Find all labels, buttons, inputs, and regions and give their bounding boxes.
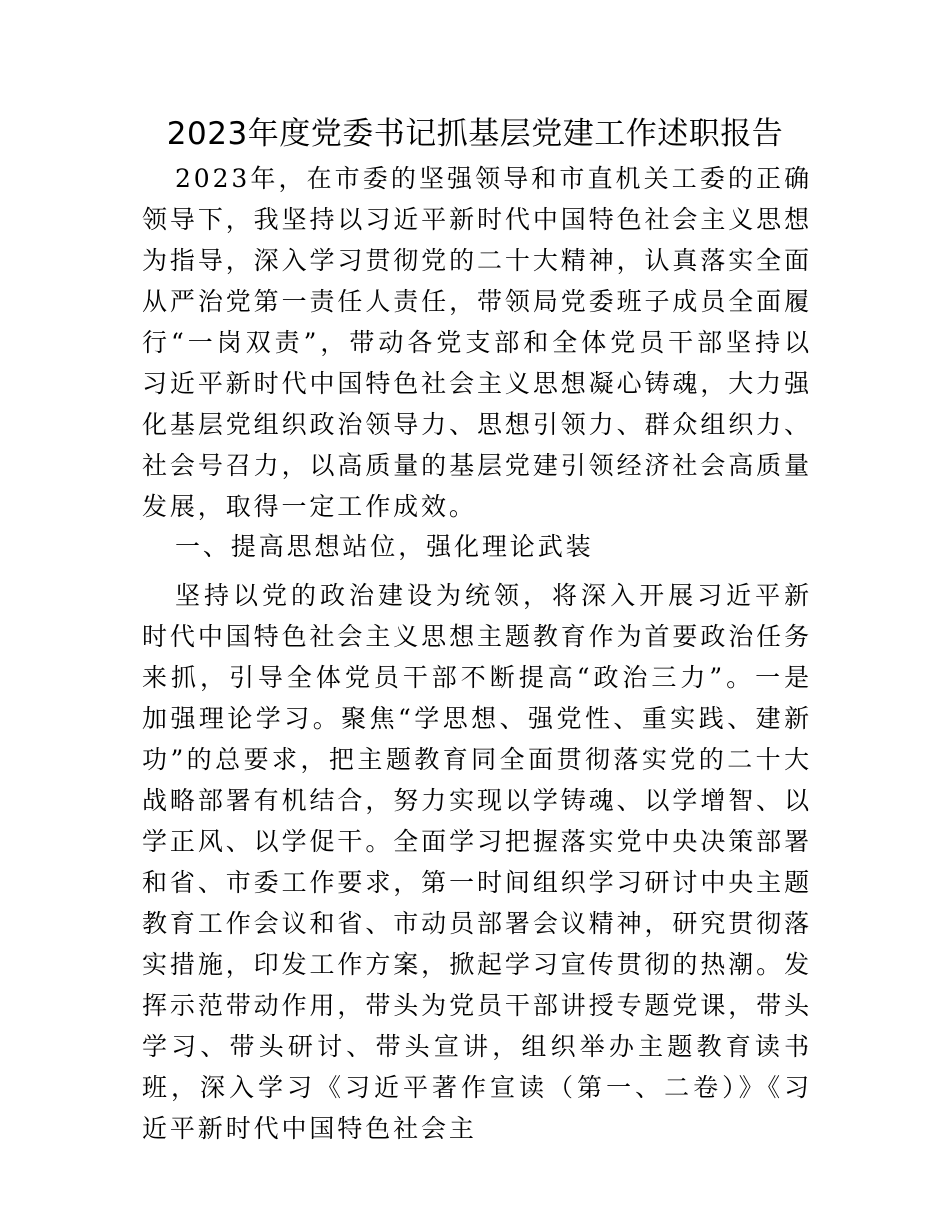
paragraph-section-1: 坚持以党的政治建设为统领，将深入开展习近平新时代中国特色社会主义思想主题教育作为首要政治任务来抓，引导全体党员干部不断提高“政治三力”。一是加强理论学习。聚焦“学思想、强党性、重实践、建新功”的总要求，把主题教育同全面贯彻落实党的二十大战略部署有机结合，努力实现以学铸魂、以学增智、以学正风、以学促干。全面学习把握落实党中央决策部署和省、市委工作要求，第一时间组织学习研讨中央主题教育工作会议和省、市动员部署会议精神，研究贯彻落实措施，印发工作方案，掀起学习宣传贯彻的热潮。发挥示范带动作用，带头为党员干部讲授专题党课，带头学习、带头研讨、带头宣讲，组织举办主题教育读书班，深入学习《习近平著作宣读（第一、二卷）》《习近平新时代中国特色社会主 — [142, 581, 812, 1143]
document-title: 2023年度党委书记抓基层党建工作述职报告 — [166, 116, 784, 152]
section-heading-1: 一、提高思想站位，强化理论武装 — [175, 532, 594, 561]
paragraph-intro: 2023年，在市委的坚强领导和市直机关工委的正确领导下，我坚持以习近平新时代中国特色社会主义思想为指导，深入学习贯彻党的二十大精神，认真落实全面从严治党第一责任人责任，带领局党委班子成员全面履行“一岗双责”，带动各党支部和全体党员干部坚持以习近平新时代中国特色社会主义思想凝心铸魂，大力强化基层党组织政治领导力、思想引领力、群众组织力、社会号召力，以高质量的基层党建引领经济社会高质量发展，取得一定工作成效。 — [142, 164, 812, 521]
